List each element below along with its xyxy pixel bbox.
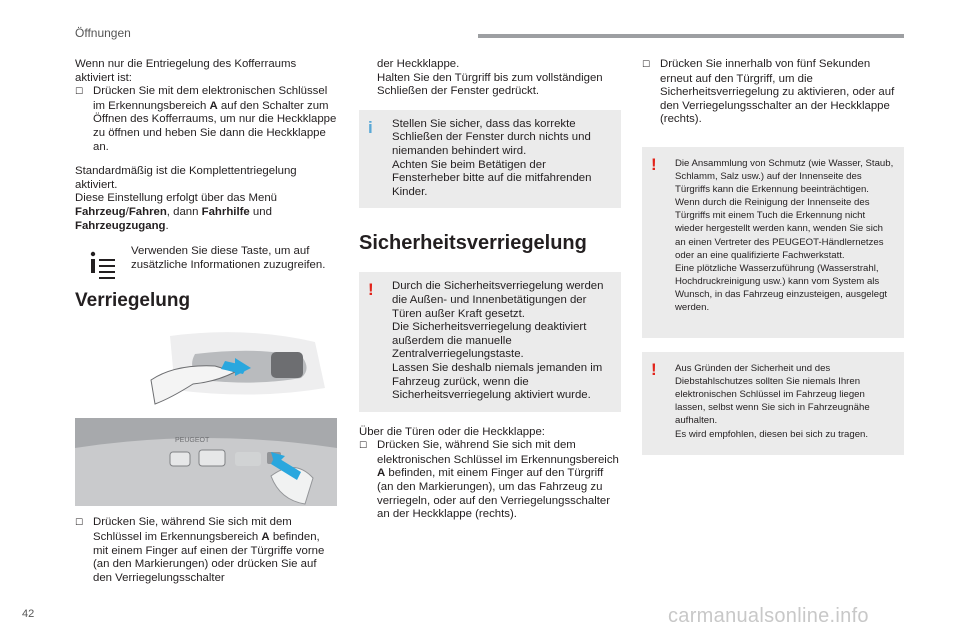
exclamation-icon: ! — [651, 154, 657, 174]
info-box-windows: i Stellen Sie sicher, dass das korrekte Schließen der Fenster durch nichts und niemanden behindert wird. Achten Sie beim Betätigen der Fensterheber bitte auf die mitfahrenden Kinder. — [359, 110, 621, 209]
warning-box-dirt: ! Die Ansammlung von Schmutz (wie Wasser, Staub, Schlamm, Salz usw.) auf der Innenseite des Türgriffs kann die Erkennung beeinträchtigen. Wenn durch die Reinigung der Innenseite des Türgriffs mit einem Tuch die Erkennung nicht wieder hergestellt werden kann, wenden Sie sich an einen Vertreter des PEUGEOT-Händlernetzes oder an eine qualifizierte Fachwerkstatt. Eine plötzliche Wasserzuführung (Wasserstrahl, Hochdruckreinigung usw.) kann vom System als Wunsch, in das Fahrzeug einzusteigen, ausgelegt werden. — [642, 147, 904, 338]
exclamation-icon: ! — [368, 280, 374, 300]
doors-tailgate-text: Über die Türen oder die Heckklappe: — [359, 425, 545, 438]
tip-text: Verwenden Sie diese Taste, um auf zusätzliche Informationen zuzugreifen. — [131, 245, 326, 271]
checkbox-bullet-icon: ☐ — [642, 60, 651, 70]
tailgate-switch-illustration — [75, 418, 337, 506]
header-rule — [478, 34, 904, 38]
default-setting-text: Standardmäßig ist die Komplettentriegelung aktiviert. — [75, 165, 297, 191]
tip-block — [75, 245, 337, 272]
page-header — [0, 0, 960, 44]
brand-label: PEUGEOT — [175, 437, 210, 445]
continued-text: der Heckklappe. — [377, 58, 460, 70]
heading-sicherheitsverriegelung: Sicherheitsverriegelung — [359, 232, 587, 255]
bullet-lock-handle: ☐ Drücken Sie, während Sie sich mit dem Schlüssel im Erkennungsbereich A befinden, mit einem Finger auf einen der Türgriffe vorne (an den Markierungen) oder drücken Sie auf den Verriegelungsschalter — [75, 516, 325, 584]
hold-handle-text: Halten Sie den Türgriff bis zum vollständigen Schließen der Fenster gedrückt. — [377, 71, 603, 98]
heading-verriegelung: Verriegelung — [75, 290, 191, 312]
intro-text: Wenn nur die Entriegelung des Kofferraums aktiviert ist: — [75, 58, 297, 84]
column-3 — [642, 58, 904, 469]
page-number: 42 — [22, 608, 35, 620]
checkbox-bullet-icon: ☐ — [359, 441, 368, 452]
section-title: Öffnungen — [75, 26, 131, 40]
bullet-activate-deadlock: ☐ Drücken Sie innerhalb von fünf Sekunden erneut auf den Türgriff, um die Sicherheitsverriegelung zu aktivieren, oder auf den Verriegelungsschalter an der Heckklappe (rechts). — [642, 58, 895, 126]
checkbox-bullet-icon: ☐ — [75, 87, 84, 98]
warning-box-key: ! Aus Gründen der Sicherheit und des Diebstahlschutzes sollten Sie niemals Ihren elektronischen Schlüssel im Fahrzeug liegen lassen, selbst wenn Sie sich in Fahrzeugnähe aufhalten. Es wird empfohlen, diesen bei sich zu tragen. — [642, 352, 904, 455]
checkbox-bullet-icon: ☐ — [75, 518, 84, 529]
column-2 — [359, 58, 621, 522]
door-handle-illustration — [75, 328, 337, 416]
exclamation-icon: ! — [651, 360, 657, 380]
info-bar-icon: i — [368, 117, 373, 137]
bullet-lock-vehicle: ☐ Drücken Sie, während Sie sich mit dem elektronischen Schlüssel im Erkennungsbereich A befinden, mit einem Finger auf den Türgriff (an den Markierungen), um das Fahrzeug zu verriegeln, oder auf den Verriegelungsschalter an der Heckklappe (rechts). — [359, 439, 619, 521]
bullet-unlock-boot: ☐ Drücken Sie mit dem elektronischen Schlüssel im Erkennungsbereich A auf den Schalter zum Öffnen des Kofferraums, um nur die Heckklappe zu öffnen und heben Sie dann die Heckklappe an. — [75, 85, 337, 153]
menu-path-text: Diese Einstellung erfolgt über das Menü Fahrzeug/Fahren, dann Fahrhilfe und Fahrzeugzugang. — [75, 192, 277, 232]
column-1 — [75, 58, 337, 585]
watermark: carmanualsonline.info — [668, 605, 869, 627]
info-list-icon — [85, 249, 119, 283]
warning-box-deadlock: ! Durch die Sicherheitsverriegelung werden die Außen- und Innenbetätigungen der Türen außer Kraft gesetzt. Die Sicherheitsverriegelung deaktiviert außerdem die manuelle Zentralverriegelungstaste. Lassen Sie deshalb niemals jemanden im Fahrzeug zurück, wenn die Sicherheitsverriegelung aktiviert wurde. — [359, 272, 621, 411]
